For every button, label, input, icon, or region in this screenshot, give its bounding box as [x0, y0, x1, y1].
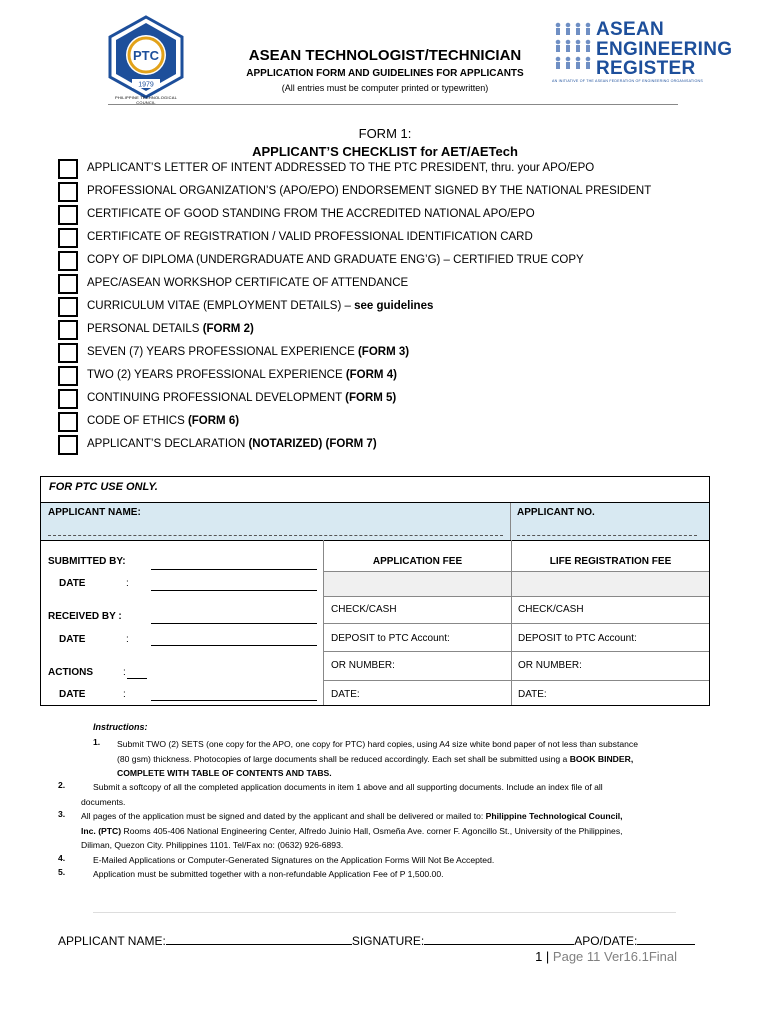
instruction-number: 5.: [58, 867, 66, 877]
received-by-line[interactable]: [151, 623, 317, 624]
checkbox[interactable]: [58, 343, 78, 363]
checkbox[interactable]: [58, 228, 78, 248]
colon: :: [123, 667, 126, 678]
actions-date-line[interactable]: [151, 700, 317, 701]
actions-line[interactable]: [127, 678, 147, 679]
checkbox[interactable]: [58, 205, 78, 225]
instruction-number: 4.: [58, 853, 66, 863]
signature-line: [58, 932, 695, 948]
instruction-5: Application must be submitted together with a non-refundable Application Fee of P 1,500.00.: [93, 869, 444, 879]
app-check-cash-label: CHECK/CASH: [331, 604, 397, 615]
checkbox[interactable]: [58, 274, 78, 294]
life-date-label: DATE:: [518, 689, 547, 700]
checklist-item-label: SEVEN (7) YEARS PROFESSIONAL EXPERIENCE (FORM 3): [87, 346, 410, 358]
application-fee-header: APPLICATION FEE: [372, 556, 463, 567]
checklist-item-label: CURRICULUM VITAE (EMPLOYMENT DETAILS) – see guidelines: [87, 300, 434, 312]
applicant-name-cell[interactable]: [41, 503, 511, 540]
submitted-by-label: SUBMITTED BY:: [48, 556, 126, 567]
app-deposit-label: DEPOSIT to PTC Account:: [331, 633, 450, 644]
signature-label: SIGNATURE:: [351, 934, 425, 948]
aer-logo-line2: ENGINEERING: [596, 39, 733, 60]
checklist-item-label: COPY OF DIPLOMA (UNDERGRADUATE AND GRADUATE ENG’G) – CERTIFIED TRUE COPY: [87, 254, 584, 266]
checklist-item-label: CERTIFICATE OF REGISTRATION / VALID PROFESSIONAL IDENTIFICATION CARD: [87, 231, 533, 243]
life-check-cash-label: CHECK/CASH: [518, 604, 584, 615]
footer-divider: [93, 912, 676, 913]
app-or-number-label: OR NUMBER:: [331, 660, 395, 671]
instruction-number: 2.: [58, 780, 66, 790]
apo-date-field[interactable]: [637, 932, 695, 945]
actions-date-label: DATE: [59, 689, 86, 700]
page-separator: |: [542, 949, 553, 964]
ptc-use-table: [40, 476, 710, 706]
document-subtitle: APPLICATION FORM AND GUIDELINES FOR APPLICANTS: [246, 68, 524, 79]
instruction-number: 1.: [93, 737, 101, 747]
checklist-item-label: CERTIFICATE OF GOOD STANDING FROM THE ACCREDITED NATIONAL APO/EPO: [87, 208, 535, 220]
signature-field[interactable]: [424, 932, 574, 945]
row-divider: [324, 623, 709, 624]
aer-logo-line1: ASEAN: [596, 19, 665, 40]
life-fee-header: LIFE REGISTRATION FEE: [549, 556, 672, 567]
ptc-use-heading-row: [41, 477, 709, 503]
page-footer: [480, 949, 677, 964]
instructions-heading: Instructions:: [93, 722, 148, 732]
received-date-line[interactable]: [151, 645, 317, 646]
checklist-item-label: CONTINUING PROFESSIONAL DEVELOPMENT (FORM 5): [87, 392, 397, 404]
checklist-item-label: APEC/ASEAN WORKSHOP CERTIFICATE OF ATTENDANCE: [87, 277, 409, 289]
colon: :: [123, 689, 126, 700]
checkbox[interactable]: [58, 389, 78, 409]
checklist-item-label: PERSONAL DETAILS (FORM 2): [87, 323, 254, 335]
applicant-no-cell[interactable]: [511, 503, 709, 540]
life-or-number-label: OR NUMBER:: [518, 660, 582, 671]
ptc-logo: [108, 15, 184, 101]
header-divider: [108, 104, 678, 105]
life-deposit-label: DEPOSIT to PTC Account:: [518, 633, 637, 644]
checklist-item-label: APPLICANT’S DECLARATION (NOTARIZED) (FORM 7): [87, 438, 377, 450]
checklist-item-label: PROFESSIONAL ORGANIZATION’S (APO/EPO) ENDORSEMENT SIGNED BY THE NATIONAL PRESIDENT: [87, 185, 652, 197]
ptc-logo-text: PTC: [133, 48, 159, 63]
instruction-4: E-Mailed Applications or Computer-Generated Signatures on the Application Forms Will Not Be Accepted.: [93, 855, 495, 865]
applicant-no-label: APPLICANT NO.: [517, 507, 595, 518]
checkbox[interactable]: [58, 320, 78, 340]
submitted-date-line[interactable]: [151, 590, 317, 591]
page-label: Page 11 Ver16.1Final: [552, 949, 677, 964]
submitted-by-line[interactable]: [151, 569, 317, 570]
instruction-number: 3.: [58, 809, 66, 819]
aer-people-icon: [552, 20, 594, 72]
received-date-label: DATE: [59, 634, 86, 645]
applicant-name-label: APPLICANT NAME:: [58, 934, 166, 948]
checklist-item-label: TWO (2) YEARS PROFESSIONAL EXPERIENCE (FORM 4): [87, 369, 397, 381]
colon: :: [126, 634, 129, 645]
life-fee-amount[interactable]: [512, 571, 709, 597]
apo-date-label: APO/DATE:: [574, 934, 638, 948]
form-title: APPLICANT’S CHECKLIST for AET/AETech: [252, 144, 518, 159]
applicant-name-line: [48, 535, 503, 536]
aer-logo-line3: REGISTER: [596, 58, 696, 79]
application-fee-amount[interactable]: [324, 571, 511, 597]
instruction-1: Submit TWO (2) SETS (one copy for the APO, one copy for PTC) hard copies, using A4 size white bond paper of not less than substance (80 gsm) thickness. Photocopies of large documents shall be reduced accordingly. Each set shall be submitted using a BOOK BINDER, COMPLETE WITH TABLE OF CONTENTS AND TABS.: [117, 739, 638, 778]
colon: :: [126, 578, 129, 589]
checkbox[interactable]: [58, 366, 78, 386]
ptc-use-heading: FOR PTC USE ONLY.: [49, 481, 158, 493]
applicant-no-line: [517, 535, 697, 536]
instruction-3: All pages of the application must be signed and dated by the applicant and shall be delivered or mailed to: Philippine Technological Council, Inc. (PTC) Rooms 405-406 National Engineering Center, Alfredo Juinio Hall, Osmeña Ave. corner F. Agoncillo St., University of the Philippines, Diliman, Quezon City. Philippines 1101. Tel/Fax no: (0632) 926-6893.: [81, 811, 623, 850]
checklist-item-label: CODE OF ETHICS (FORM 6): [87, 415, 240, 427]
checklist-item-label: APPLICANT’S LETTER OF INTENT ADDRESSED TO THE PTC PRESIDENT, thru. your APO/EPO: [87, 162, 595, 174]
checkbox[interactable]: [58, 182, 78, 202]
applicant-name-field[interactable]: [166, 932, 352, 945]
page-number: 1: [535, 949, 543, 964]
applicant-name-label: APPLICANT NAME:: [48, 507, 141, 518]
ptc-caption: PHILIPPINE TECHNOLOGICAL COUNCIL: [114, 95, 178, 105]
checkbox[interactable]: [58, 412, 78, 432]
checkbox[interactable]: [58, 435, 78, 455]
ptc-logo-year: 1979: [138, 81, 154, 89]
checkbox[interactable]: [58, 251, 78, 271]
instruction-2: Submit a softcopy of all the completed application documents in item 1 above and all supporting documents. Include an index file of all documents.: [81, 782, 603, 807]
checkbox[interactable]: [58, 297, 78, 317]
submitted-date-label: DATE: [59, 578, 86, 589]
form-number: FORM 1:: [358, 126, 412, 141]
actions-label: ACTIONS: [48, 667, 93, 678]
entry-note: (All entries must be computer printed or typewritten): [281, 83, 489, 93]
document-title: ASEAN TECHNOLOGIST/TECHNICIAN: [248, 47, 522, 64]
received-by-label: RECEIVED BY :: [48, 611, 122, 622]
row-divider: [324, 680, 709, 681]
aer-tagline: AN INITIATIVE OF THE ASEAN FEDERATION OF ENGINEERING ORGANISATIONS: [552, 79, 703, 83]
app-date-label: DATE:: [331, 689, 360, 700]
checkbox[interactable]: [58, 159, 78, 179]
row-divider: [324, 651, 709, 652]
